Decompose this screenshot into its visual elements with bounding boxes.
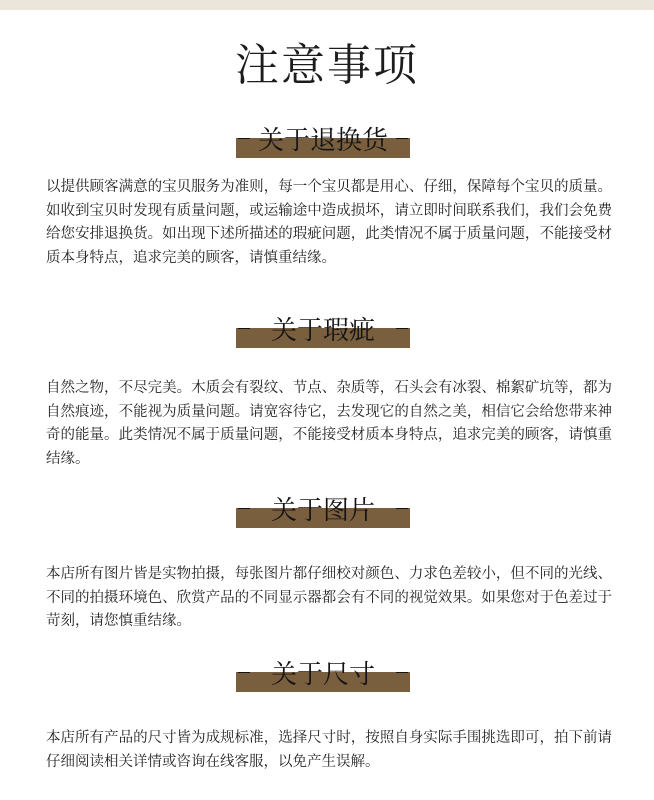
section-header-flaws xyxy=(236,316,410,348)
section-body-flaws: 自然之物，不尽完美。木质会有裂纹、节点、杂质等，石头会有冰裂、棉絮矿坑等，都为自然痕迹，不能视为质量问题。请宽容待它，去发现它的自然之美，相信它会给您带来神奇的能量。此类情况不属于质量问题，不能接受材质本身特点，追求完美的顾客，请慎重结缘。 xyxy=(46,380,612,467)
page-title: 注意事项 xyxy=(235,40,419,91)
section-heading: 关于瑕疵 xyxy=(270,316,375,346)
section-header-images xyxy=(236,496,410,528)
section-body-images: 本店所有图片皆是实物拍摄，每张图片都仔细校对颜色、力求色差较小，但不同的光线、不同的拍摄环境色、欣赏产品的不同显示器都会有不同的视觉效果。如果您对于色差过于苛刻，请您慎重结缘。 xyxy=(46,566,612,630)
section-body-size: 本店所有产品的尺寸皆为成规标准，选择尺寸时，按照自身实际手围挑选即可，拍下前请仔细阅读相关详情或咨询在线客服，以免产生误解。 xyxy=(46,730,612,770)
section-heading: 关于尺寸 xyxy=(270,660,375,690)
top-decorative-band xyxy=(0,0,654,10)
section-body-returns: 以提供顾客满意的宝贝服务为准则，每一个宝贝都是用心、仔细，保障每个宝贝的质量。如收到宝贝时发现有质量问题，或运输途中造成损坏，请立即时间联系我们，我们会免费给您安排退换货。如出现下述所描述的瑕疵问题，此类情况不属于质量问题，不能接受材质本身特点，追求完美的顾客，请慎重结缘。 xyxy=(46,179,612,266)
section-header-size xyxy=(236,660,410,692)
section-heading: 关于图片 xyxy=(270,496,375,526)
section-header-returns xyxy=(236,126,410,158)
section-heading: 关于退换货 xyxy=(257,126,388,156)
